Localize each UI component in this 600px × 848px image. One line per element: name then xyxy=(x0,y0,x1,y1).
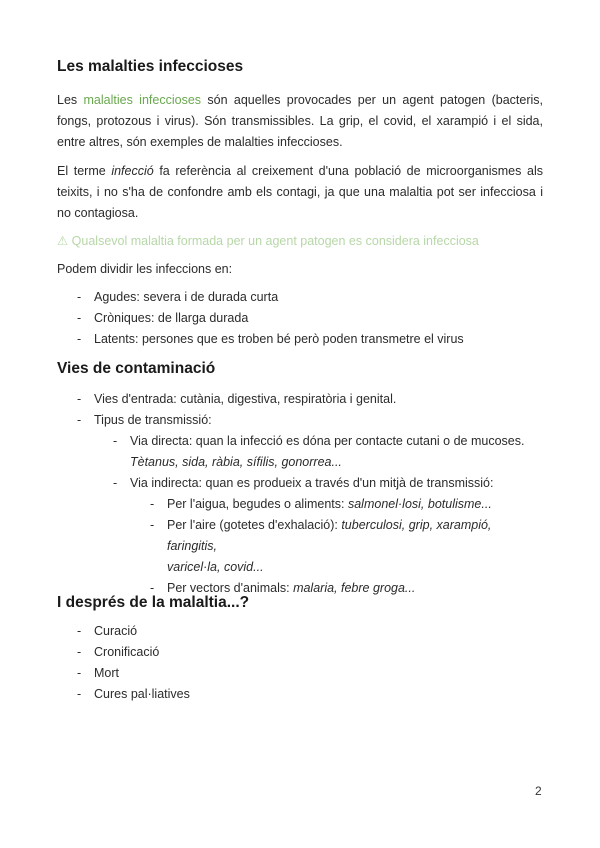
list-item xyxy=(77,684,190,705)
list-dash: - xyxy=(77,290,82,304)
definition-paragraph xyxy=(57,161,543,224)
list-item xyxy=(77,663,190,684)
list-item-text: Latents: persones que es troben bé però poden transmetre el virus xyxy=(94,332,464,346)
list-item xyxy=(113,473,543,494)
list-item-examples: Tètanus, sida, ràbia, sífilis, gonorrea... xyxy=(130,455,342,469)
list-dash: - xyxy=(150,518,155,532)
list-item-text: Cronificació xyxy=(94,645,160,659)
list-dash: - xyxy=(77,332,82,346)
highlight-term: malalties infeccioses xyxy=(83,93,202,107)
list-dash: - xyxy=(150,581,155,595)
list-item xyxy=(77,642,190,663)
list-item-text: Via directa: quan la infecció es dóna per contacte cutani o de mucoses. xyxy=(130,434,525,448)
contamination-list xyxy=(77,389,397,431)
infection-types-list xyxy=(77,287,464,350)
list-item xyxy=(150,494,543,515)
section-title-after: I després de la malaltia...? xyxy=(57,594,250,611)
list-item-examples: malaria, febre groga... xyxy=(293,581,416,595)
list-dash: - xyxy=(77,645,82,659)
list-item xyxy=(150,515,543,578)
list-item-text: Agudes: severa i de durada curta xyxy=(94,290,279,304)
list-item-text: Vies d'entrada: cutània, digestiva, respiratòria i genital. xyxy=(94,392,397,406)
list-item-examples: tuberculosi, grip, xarampió, faringitis, xyxy=(167,518,492,553)
list-item-examples: salmonel·losi, botulisme... xyxy=(347,497,492,511)
list-item xyxy=(77,287,464,308)
list-item xyxy=(77,410,396,431)
list-dash: - xyxy=(77,392,82,406)
list-item-text: Curació xyxy=(94,624,138,638)
list-dash: - xyxy=(113,434,118,448)
section-title-contamination: Vies de contaminació xyxy=(57,360,216,377)
page-number: 2 xyxy=(535,784,542,798)
intro-text: Les xyxy=(57,93,78,107)
list-item-text: Via indirecta: quan es produeix a través d'un mitjà de transmissió: xyxy=(130,476,494,490)
list-item-text: Cròniques: de llarga durada xyxy=(94,311,249,325)
intro-paragraph xyxy=(57,90,543,153)
page-title: Les malalties infeccioses xyxy=(57,58,244,75)
indirect-transmission-list xyxy=(150,494,543,599)
list-item xyxy=(77,621,190,642)
definition-text-rest: fa referència al creixement d'una població de microorganismes als teixits, i no s'ha de confondre amb els contagi, ja que una malaltia pot ser infecciosa i no contagiosa. xyxy=(57,164,543,220)
list-item-text: Per l'aire (gotetes d'exhalació): xyxy=(167,518,338,532)
list-dash: - xyxy=(77,624,82,638)
list-dash: - xyxy=(77,311,82,325)
list-item-text: Mort xyxy=(94,666,119,680)
list-item-text: Tipus de transmissió: xyxy=(94,413,212,427)
list-item-text: Cures pal·liatives xyxy=(94,687,190,701)
outcomes-list xyxy=(77,621,190,705)
list-dash: - xyxy=(77,413,82,427)
list-item xyxy=(77,329,464,350)
list-item xyxy=(77,389,397,410)
list-item-text: Per l'aigua, begudes o aliments: xyxy=(167,497,345,511)
definition-term: infecció xyxy=(111,164,154,178)
list-item xyxy=(113,431,543,473)
list-item-examples-cont: varicel·la, covid... xyxy=(167,560,264,574)
warning-note: ⚠ Qualsevol malaltia formada per un agent patogen es considera infecciosa xyxy=(57,234,479,248)
list-dash: - xyxy=(113,476,118,490)
list-dash: - xyxy=(150,497,155,511)
transmission-list xyxy=(113,431,543,494)
definition-text: El terme xyxy=(57,164,106,178)
intro-text-rest: són aquelles provocades per un agent patogen (bacteris, fongs, protozous i virus). Són transmissibles. La grip, el covid, el xarampió i el sida, entre altres, són exemples de malalties infeccioses. xyxy=(57,93,543,149)
list-item-text: Per vectors d'animals: xyxy=(167,581,290,595)
list-item xyxy=(77,308,464,329)
classification-intro: Podem dividir les infeccions en: xyxy=(57,262,233,276)
list-dash: - xyxy=(77,687,82,701)
list-dash: - xyxy=(77,666,82,680)
